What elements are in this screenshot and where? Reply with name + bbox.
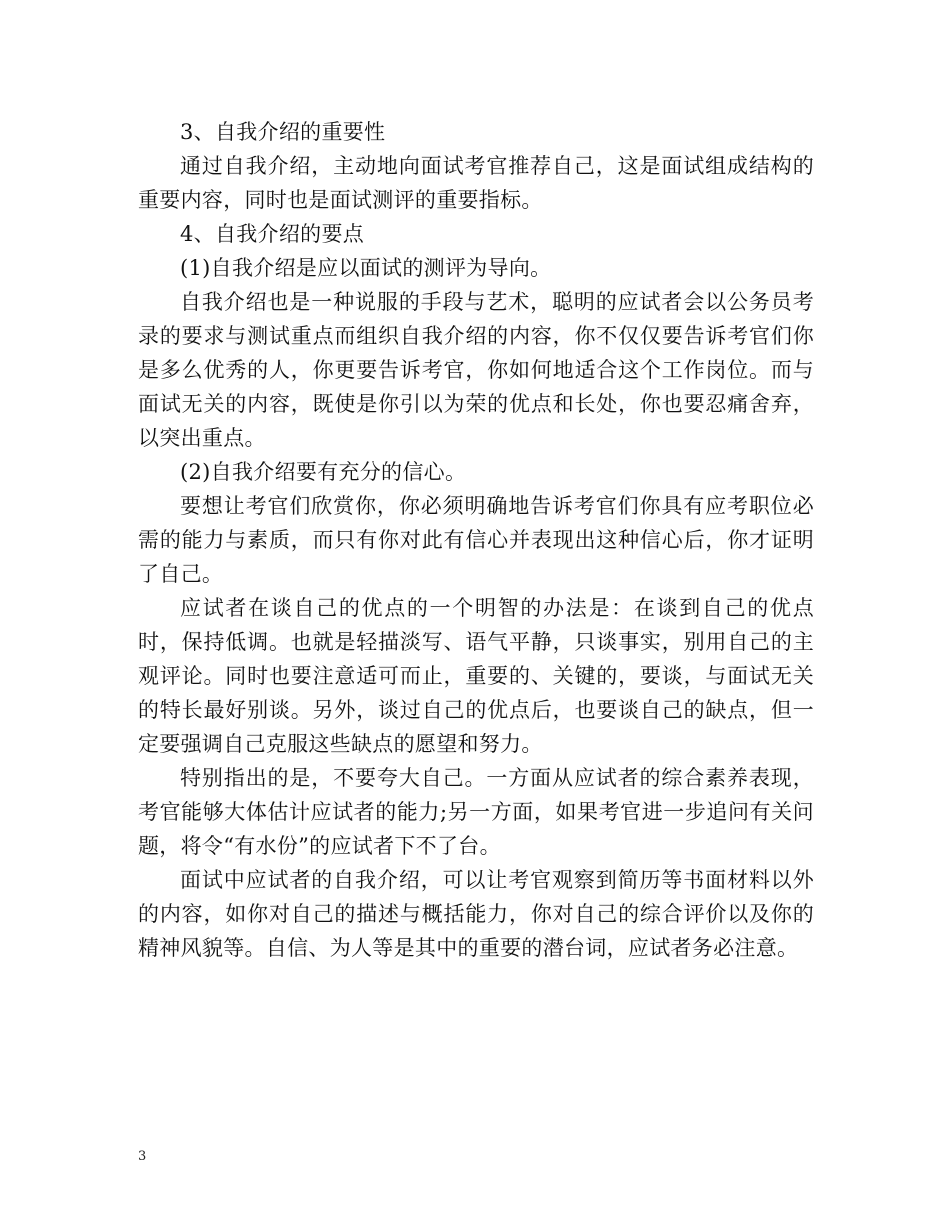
paragraph-confidence: 要想让考官们欣赏你，你必须明确地告诉考官们你具有应考职位必需的能力与素质，而只有你对此有信心并表现出这种信心后，你才证明了自己。 xyxy=(138,494,814,586)
subheading-confidence: (2)自我介绍要有充分的信心。 xyxy=(180,460,467,484)
subheading-evaluation-oriented: (1)自我介绍是应以面试的测评为导向。 xyxy=(180,256,552,280)
paragraph-no-exaggeration: 特别指出的是，不要夸大自己。一方面从应试者的综合素养表现，考官能够大体估计应试者的能力;另一方面，如果考官进一步追问有关问题，将令“有水份”的应试者下不了台。 xyxy=(138,766,814,858)
page-number: 3 xyxy=(138,1149,147,1164)
paragraph-persuasion: 自我介绍也是一种说服的手段与艺术，聪明的应试者会以公务员考录的要求与测试重点而组织自我介绍的内容，你不仅仅要告诉考官们你是多么优秀的人，你更要告诉考官，你如何地适合这个工作岗位。而与面试无关的内容，既使是你引以为荣的优点和长处，你也要忍痛舍弃，以突出重点。 xyxy=(138,290,814,450)
paragraph-strengths: 应试者在谈自己的优点的一个明智的办法是：在谈到自己的优点时，保持低调。也就是轻描淡写、语气平静，只谈事实，别用自己的主观评论。同时也要注意适可而止，重要的、关键的，要谈，与面试无关的特长最好别谈。另外，谈过自己的优点后，也要谈自己的缺点，但一定要强调自己克服这些缺点的愿望和努力。 xyxy=(138,596,814,756)
section-heading-key-points: 4、自我介绍的要点 xyxy=(180,222,365,246)
document-body xyxy=(138,115,814,965)
paragraph-conclusion: 面试中应试者的自我介绍，可以让考官观察到简历等书面材料以外的内容，如你对自己的描述与概括能力，你对自己的综合评价以及你的精神风貌等。自信、为人等是其中的重要的潜台词，应试者务必注意。 xyxy=(138,868,814,960)
section-heading-importance: 3、自我介绍的重要性 xyxy=(180,120,386,144)
paragraph-importance: 通过自我介绍，主动地向面试考官推荐自己，这是面试组成结构的重要内容，同时也是面试测评的重要指标。 xyxy=(138,154,814,212)
